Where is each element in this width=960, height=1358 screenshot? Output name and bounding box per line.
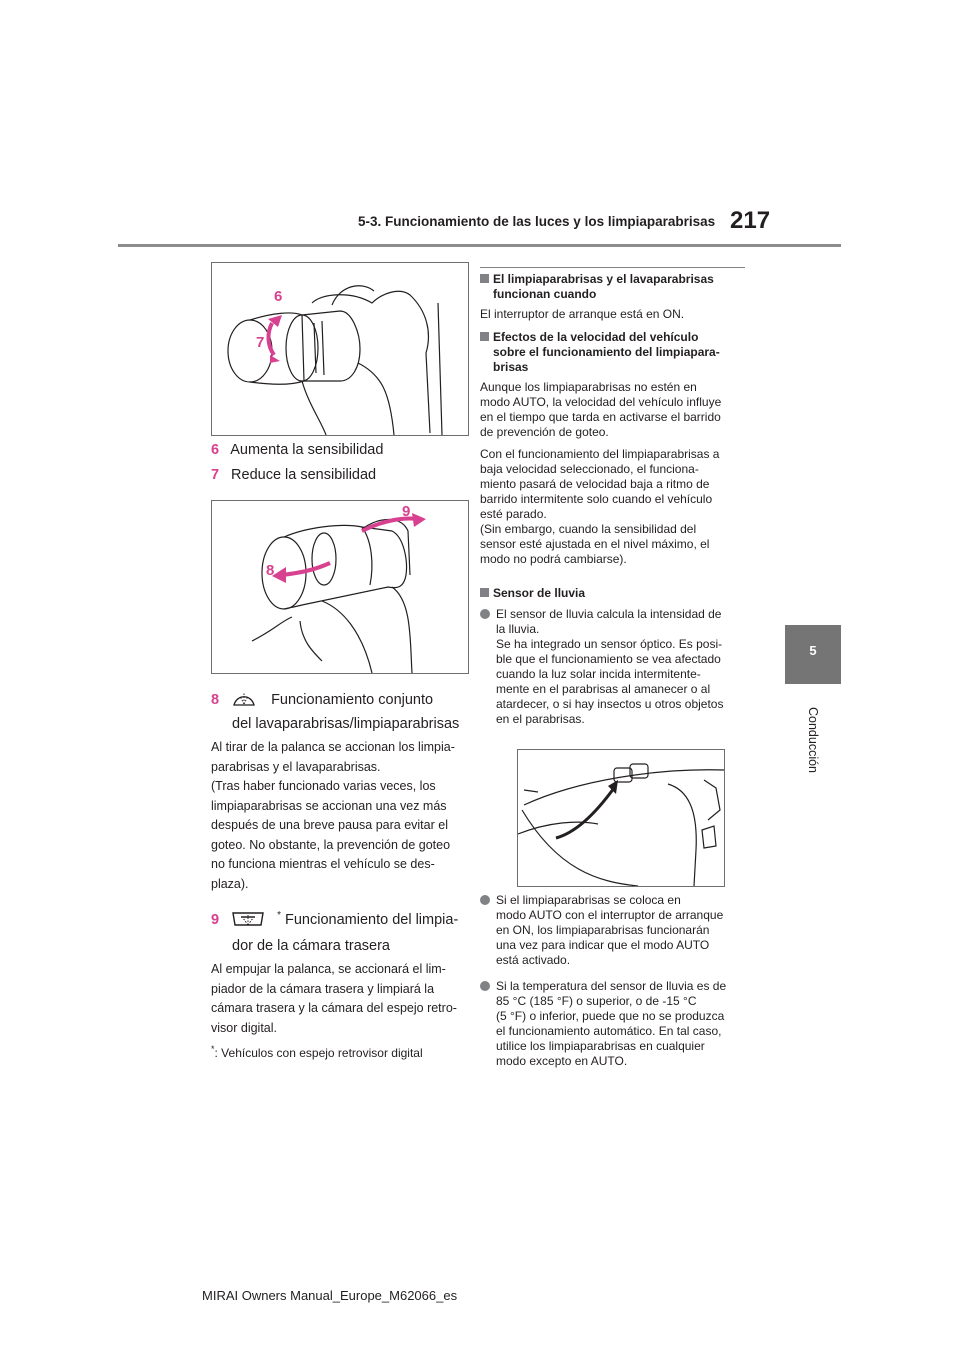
text-line: El sensor de lluvia calcula la intensidad de	[496, 607, 722, 621]
body-line: después de una breve pausa para evitar el	[211, 818, 448, 832]
item-9-title-cont: dor de la cámara trasera	[232, 938, 390, 954]
text-line: (5 °F) o inferior, puede que no se produzca	[496, 1009, 725, 1023]
body-line: goteo. No obstante, la prevención de goteo	[211, 837, 451, 852]
windshield-illustration	[518, 750, 724, 886]
text-line: Si la temperatura del sensor de lluvia es de	[496, 979, 727, 993]
body-line: visor digital.	[211, 1020, 277, 1035]
item-9-title	[211, 906, 458, 934]
heading-line: El limpiaparabrisas y el lavaparabrisas	[493, 272, 714, 286]
text-line: (Sin embargo, cuando la sensibilidad del	[480, 522, 697, 536]
heading-line: sobre el funcionamiento del limpiapara-	[493, 345, 720, 359]
text-line: una vez para indicar que el modo AUTO	[496, 938, 710, 952]
text-line: utilice los limpiaparabrisas en cualquier	[496, 1039, 705, 1053]
bullet-temperature	[480, 979, 766, 1069]
rear-washer-icon	[231, 908, 273, 934]
text-line: modo excepto en AUTO.	[496, 1054, 628, 1068]
paragraph	[480, 380, 721, 440]
text-line: esté parado.	[480, 507, 547, 521]
text-line: Aunque los limpiaparabrisas no estén en	[480, 380, 697, 394]
item-text: Reduce la sensibilidad	[231, 467, 377, 483]
square-bullet-icon	[480, 332, 489, 341]
text-line: 85 °C (185 °F) o superior, o de -15 °C	[496, 994, 697, 1008]
round-bullet-icon	[480, 981, 490, 991]
text-line: en el parabrisas.	[496, 712, 585, 726]
text-line: modo AUTO con el interruptor de arranque	[496, 908, 724, 922]
round-bullet-icon	[480, 895, 490, 905]
heading-line: brisas	[493, 360, 529, 374]
body-line: no funciona mientras el vehículo se des-	[211, 857, 435, 871]
footnote	[211, 1040, 423, 1064]
text-line: el funcionamiento automático. En tal caso,	[496, 1024, 722, 1038]
body-line: (Tras haber funcionado varias veces, los	[211, 779, 436, 793]
callout-9: 9	[402, 503, 411, 520]
body-line: Al tirar de la palanca se accionan los limpia-	[211, 740, 455, 754]
footer-manual-id: MIRAI Owners Manual_Europe_M62066_es	[202, 1288, 458, 1303]
item-number: 7	[211, 467, 220, 483]
chapter-label: Conducción	[806, 706, 820, 773]
heading-rain-sensor	[480, 586, 585, 601]
text-line: modo no podrá cambiarse).	[480, 552, 627, 566]
item-8-title-cont: del lavaparabrisas/limpiaparabrisas	[232, 716, 460, 732]
item-number: 6	[211, 442, 220, 458]
bullet-rain-sensor	[480, 607, 766, 727]
text-line: Si el limpiaparabrisas se coloca en	[496, 893, 681, 907]
heading-speed-effects	[480, 330, 750, 375]
body-line: parabrisas y el lavaparabrisas.	[211, 759, 381, 774]
callout-7: 7	[256, 334, 265, 351]
item-text: Aumenta la sensibilidad	[230, 442, 384, 458]
text-line: cuando la luz solar incida intermitente-	[496, 667, 701, 681]
item-8-title	[211, 688, 433, 714]
round-bullet-icon	[480, 609, 490, 619]
body-line: piador de la cámara trasera y limpiará la	[211, 981, 435, 996]
text-line: barrido intermitente solo cuando el vehículo	[480, 492, 713, 506]
text-line: en el tiempo que tarda en activarse el barrido	[480, 410, 721, 424]
section-rule	[480, 267, 745, 268]
body-line: plaza).	[211, 876, 249, 891]
figure-pull-push-lever	[211, 500, 469, 674]
text-line: Se ha integrado un sensor óptico. Es posi-	[496, 637, 723, 651]
item-9-body	[211, 960, 457, 1038]
chapter-number: 5	[809, 643, 817, 658]
footnote-mark: *	[211, 1044, 215, 1054]
text-line: mente en el parabrisas al amanecer o al	[496, 682, 711, 696]
text-line: Con el funcionamiento del limpiaparabrisas a	[480, 447, 720, 461]
heading-line: Efectos de la velocidad del vehículo	[493, 330, 699, 344]
text-line: está activado.	[496, 953, 571, 967]
text-line: miento pasará de velocidad baja a ritmo de	[480, 477, 710, 491]
lever-rotate-illustration	[212, 263, 468, 435]
text-line: la lluvia.	[496, 622, 540, 636]
body-line: cámara trasera y la cámara del espejo retro-	[211, 1001, 457, 1015]
item-number: 8	[211, 692, 220, 708]
paragraph: El interruptor de arranque está en ON.	[480, 307, 685, 321]
callout-8: 8	[266, 562, 275, 579]
paragraph	[480, 447, 719, 567]
item-title: Funcionamiento del limpia-	[285, 911, 459, 928]
item-number: 9	[211, 911, 220, 928]
text-line: sensor esté ajustada en el nivel máximo, el	[480, 537, 710, 551]
figure-rain-sensor-location	[517, 749, 725, 887]
text-line: modo AUTO, la velocidad del vehículo influye	[480, 395, 722, 409]
item-8-body	[211, 738, 455, 894]
heading-line: funcionan cuando	[493, 287, 597, 301]
header-rule	[118, 244, 841, 247]
section-title: 5-3. Funcionamiento de las luces y los limpiaparabrisas	[358, 214, 716, 229]
square-bullet-icon	[480, 588, 489, 597]
figure-sensitivity-ring	[211, 262, 469, 436]
text-line: de prevención de goteo.	[480, 425, 609, 439]
text-line: ble que el funcionamiento se vea afectado	[496, 652, 721, 666]
body-line: Al empujar la palanca, se accionará el lim-	[211, 962, 446, 976]
text-line: baja velocidad seleccionado, el funciona-	[480, 462, 699, 476]
item-6	[211, 440, 383, 460]
item-7	[211, 465, 376, 485]
lever-pull-push-illustration	[212, 501, 468, 673]
square-bullet-icon	[480, 274, 489, 283]
bullet-auto-mode	[480, 893, 766, 968]
callout-6: 6	[274, 288, 283, 305]
body-line: limpiaparabrisas se accionan una vez más	[211, 798, 447, 813]
item-title: Funcionamiento conjunto	[271, 692, 434, 708]
heading-line: Sensor de lluvia	[493, 586, 586, 600]
text-line: atardecer, o si hay insectos u otros objetos	[496, 697, 724, 711]
asterisk: *	[277, 910, 281, 921]
heading-operating-conditions	[480, 272, 750, 302]
front-washer-icon	[231, 688, 267, 714]
page-number: 217	[730, 207, 771, 234]
footnote-text: : Vehículos con espejo retrovisor digital	[214, 1046, 423, 1060]
text-line: en ON, los limpiaparabrisas funcionarán	[496, 923, 710, 937]
